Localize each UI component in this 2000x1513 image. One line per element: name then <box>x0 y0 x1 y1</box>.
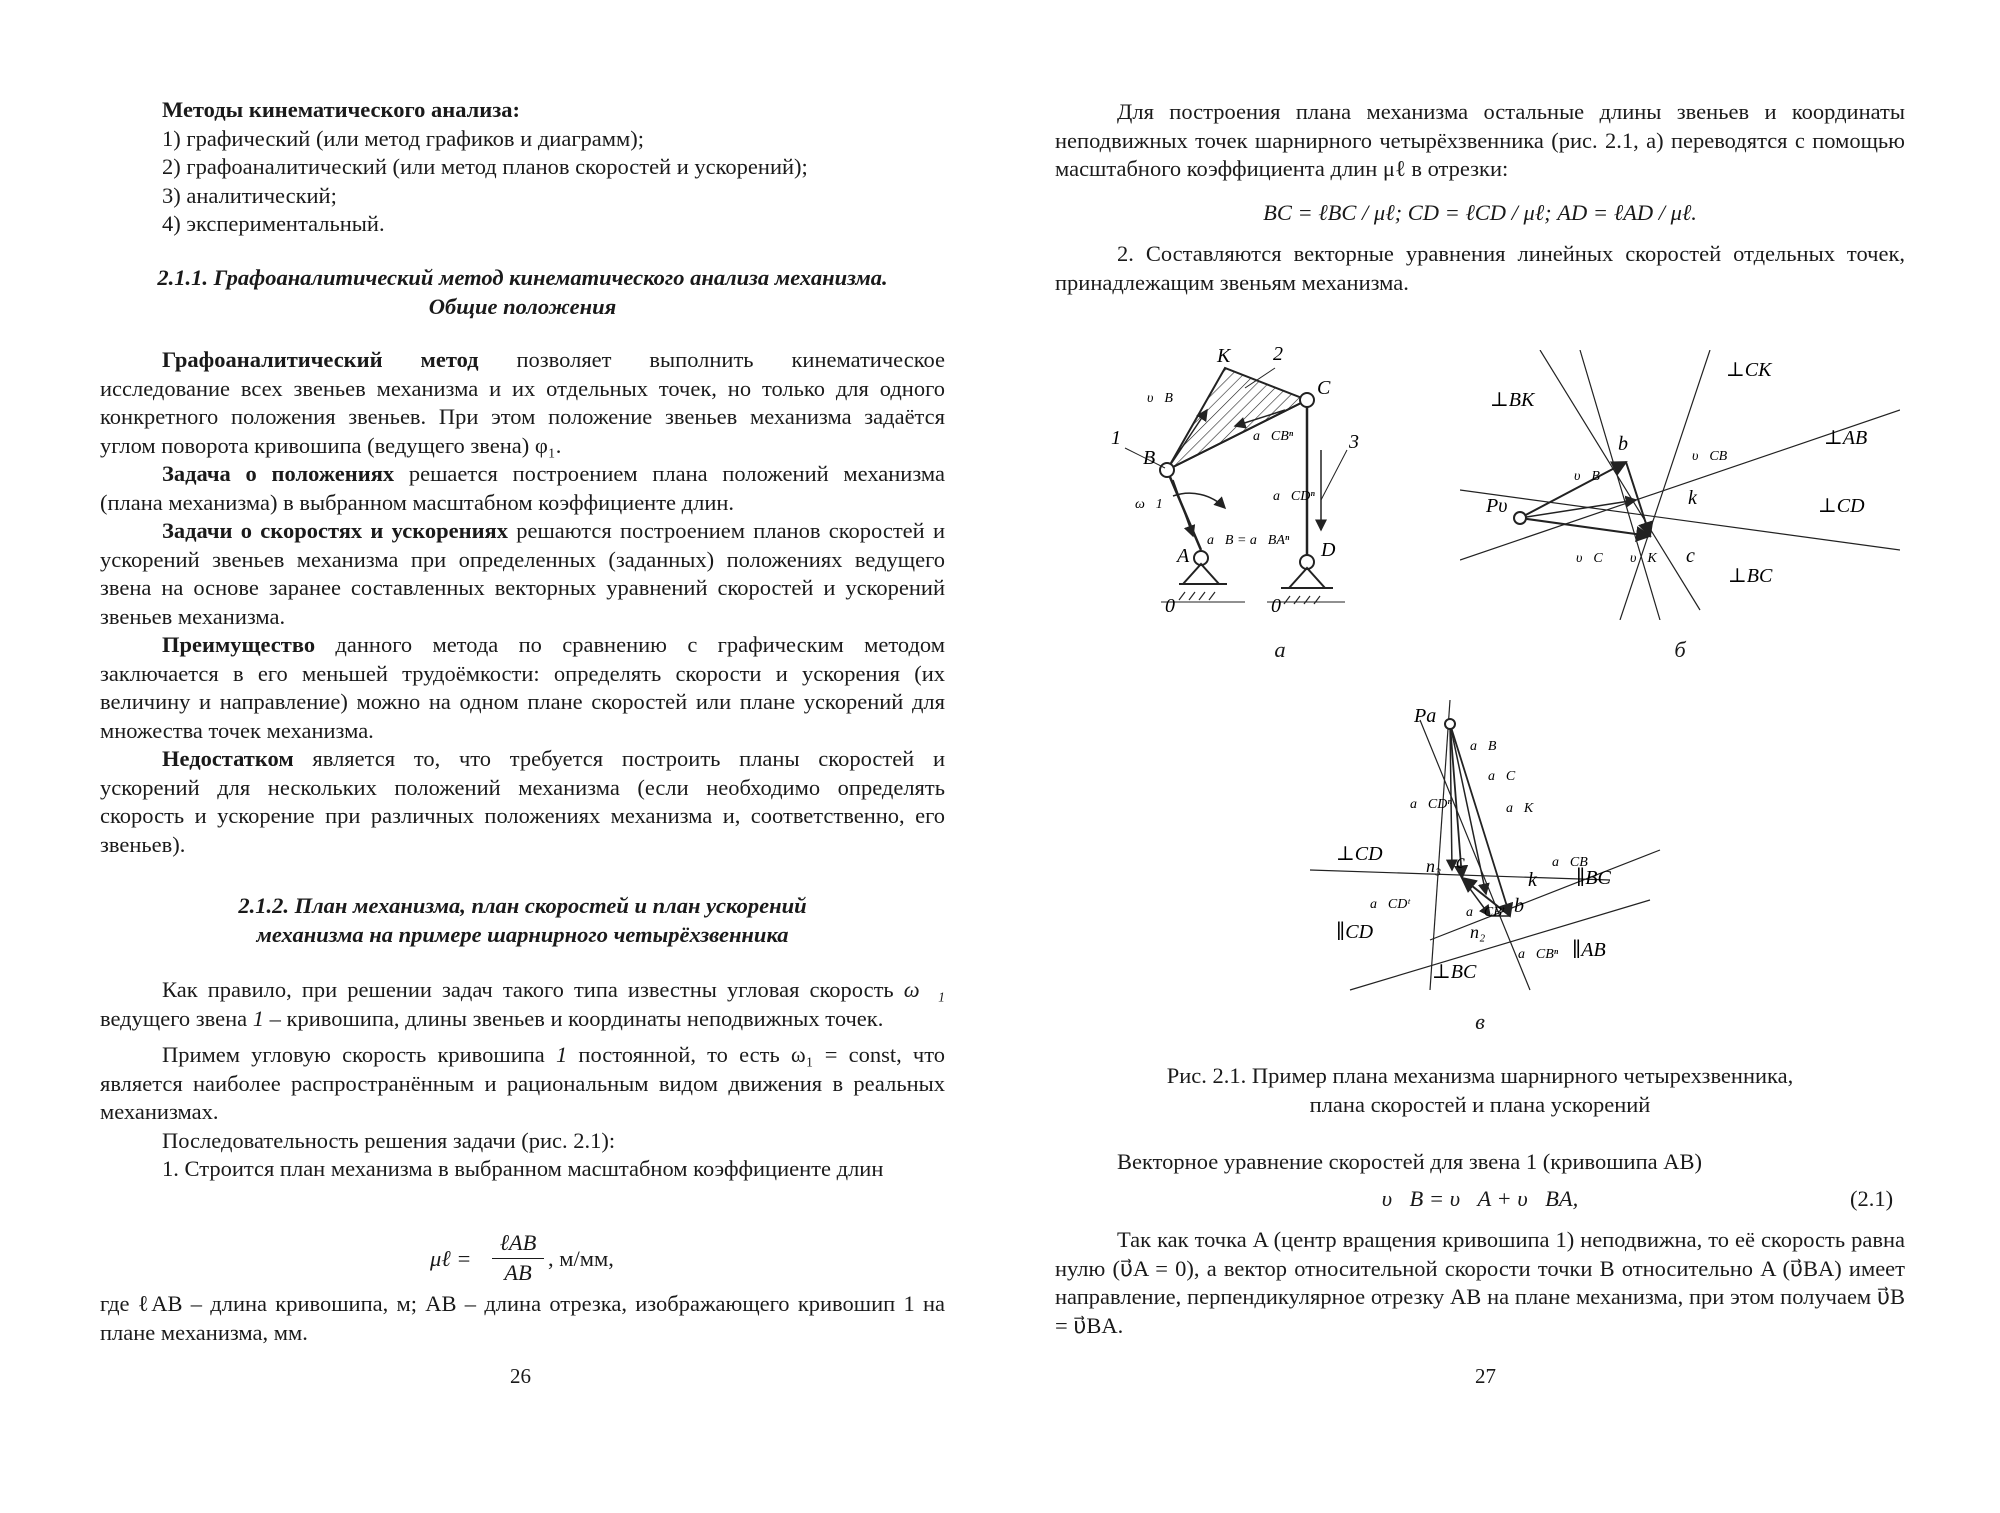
label-k: k <box>1688 487 1697 509</box>
vec-vB: υ⃗B <box>1574 469 1600 484</box>
line-perp-CD: ⊥CD <box>1818 495 1865 517</box>
method-item: 3) аналитический; <box>162 182 337 208</box>
line-perp-BC: ⊥BC <box>1728 565 1773 587</box>
figure-c-label: в <box>1475 1009 1485 1034</box>
vec-vCB: υ⃗CB <box>1692 449 1728 464</box>
vec-aCD-n: a⃗CDⁿ <box>1410 797 1452 812</box>
label-D: D <box>1321 539 1336 561</box>
paragraph: Последовательность решения задачи (рис. 2.1): <box>162 1127 616 1153</box>
vec-aCB-n: a⃗CBⁿ <box>1518 947 1559 962</box>
paragraph: Для построения плана механизма остальные длины звеньев и координаты неподвижных точек шарнирного четырёхзвенника (рис. 2.1, а) переводятся с помощью масштабного коэффициента длин μℓ в отрезки: <box>1055 99 1905 181</box>
vec-aB: a⃗B <box>1470 739 1497 754</box>
label-0-right: 0 <box>1271 595 1281 617</box>
left-page: Методы кинематического анализа: 1) графический (или метод графиков и диаграмм); 2) графоаналитический (или метод планов скоростей и ускорений); 3) аналитический; 4) экспериментальный. 2.1.1. Графоаналитический метод кинематического анализа механизма. Общие положения Графоаналитический метод позволяет выполнить кинематическое исследование всех звеньев механизма и их отдельных точек, но только для одного конкретного положения звеньев. При этом положение звеньев механизма задаётся углом поворота кривошипа (ведущего звена) φ₁. Задача о положениях решается построением плана положений механизма (плана механизма) в выбранном масштабном коэффициенте длин. Задачи о скоростях и ускорениях решаются построением планов скоростей и ускорений звеньев механизма при определенных (заданных) положениях ведущего звена на основе заранее составленных векторных уравнений скоростей и ускорений звеньев механизма. Преимущество данного метода по сравнению с графическим методом заключается в его меньшей трудоёмкости: определять скорости и ускорения (их величину и направление) можно на одном плане скоростей или плане ускорений для множества точек механизма. Недостатком является то, что требуется построить планы скоростей и ускорений для нескольких положений механизма (если необходимо определять скорость и ускорение при различных положениях механизма и, соответственно, его звеньев). 2.1.2. План механизма, план скоростей и план ускорений механизма на примере шарнирного четырёхзвенника Как правило, при решении задач такого типа известны угловая скорость ω⃗₁ ведущего звена 1 – кривошипа, длины звеньев и координаты неподвижных точек. Примем угловую скорость кривошипа 1 постоянной, то есть ω₁ = const, что является наиболее распространённым и рациональным видом движения в реальных механизмах. Последовательность решения задачи (рис. 2.1): 1. Строится план механизма в выбранном масштабном коэффициенте длин μℓ = ℓAB AB , м/мм, где ℓAB – длина кривошипа, м; AB – длина отрезка, изображающего кривошип 1 на плане механизма, мм. 26 <box>100 97 946 1388</box>
vec-aC: a⃗C <box>1488 769 1516 784</box>
paragraph: Векторное уравнение скоростей для звена 1 (кривошипа AB) <box>1117 1149 1702 1174</box>
label-3: 3 <box>1349 431 1359 453</box>
right-page <box>1000 0 2000 1513</box>
equation-lengths: BC = ℓBC / μℓ; CD = ℓCD / μℓ; AD = ℓAD / μℓ. <box>1263 200 1697 225</box>
method-item: 2) графоаналитический (или метод планов скоростей и ускорений); <box>162 154 808 179</box>
vec-aK: a⃗K <box>1506 801 1534 816</box>
paragraph: 1. Строится план механизма в выбранном масштабном коэффициенте длин <box>162 1156 884 1181</box>
vec-aCB-t: a⃗CBᵗ <box>1466 905 1505 920</box>
velocity-plan-svg <box>1460 350 1900 620</box>
label-C: C <box>1317 377 1331 399</box>
body-text-3: где ℓAB – длина кривошипа, м; AB – длина отрезка, изображающего кривошип 1 на плане механизма, мм. <box>100 1291 945 1345</box>
figure-b-velocity-plan <box>1460 350 1900 620</box>
line-par-CD: ∥CD <box>1336 921 1374 943</box>
methods-block <box>100 96 945 239</box>
paragraph: Задача о положениях решается построением плана положений механизма (плана механизма) в выбранном масштабном коэффициенте длин. <box>100 461 945 515</box>
line-perp-CK: ⊥CK <box>1726 359 1772 381</box>
figure-b-label: б <box>1674 637 1686 662</box>
vec-vB: υ⃗B <box>1147 391 1173 406</box>
paragraph: 2. Составляются векторные уравнения линейных скоростей отдельных точек, принадлежащим звеньям механизма. <box>1055 241 1905 295</box>
page-number-right: 27 <box>1475 1364 1496 1388</box>
label-1: 1 <box>1111 427 1121 449</box>
body-text-1 <box>100 346 945 859</box>
method-item: 4) экспериментальный. <box>162 211 385 236</box>
pole-Pa <box>1445 719 1455 729</box>
vec-aCD: a⃗CDⁿ <box>1273 489 1315 504</box>
figure-a-label: а <box>1274 637 1286 662</box>
line-perp-AB: ⊥AB <box>1824 427 1868 449</box>
section-heading-1: 2.1.1. Графоаналитический метод кинематического анализа механизма. Общие положения <box>157 265 888 319</box>
vec-vC: υ⃗C <box>1576 551 1603 566</box>
label-A: A <box>1177 545 1190 567</box>
label-0-left: 0 <box>1165 595 1175 617</box>
vec-omega1: ω⃗1 <box>1135 497 1163 512</box>
label-k: k <box>1528 869 1537 891</box>
label-Pv: Pυ <box>1486 495 1508 517</box>
equation-number: (2.1) <box>1850 1186 1894 1211</box>
paragraph: Преимущество данного метода по сравнению с графическим методом заключается в его меньшей трудоёмкости: определять скорости и ускорения (их величину и направление) можно на одном плане скоростей или плане ускорений для множества точек механизма. <box>100 632 945 743</box>
line-perp-BC: ⊥BC <box>1432 961 1477 983</box>
methods-title: Методы кинематического анализа: <box>162 97 521 122</box>
pole-Pv <box>1514 512 1526 524</box>
figure-a-mechanism <box>1085 340 1385 620</box>
joint-B <box>1160 463 1174 477</box>
vec-aCB: a⃗CB <box>1552 855 1588 870</box>
figure-caption: Рис. 2.1. Пример плана механизма шарнирного четырехзвенника, плана скоростей и плана ускорений <box>1166 1063 1794 1117</box>
method-item: 1) графический (или метод графиков и диаграмм); <box>162 125 645 151</box>
label-c: c <box>1456 851 1465 873</box>
label-K: K <box>1217 345 1231 367</box>
label-n2: n₂ <box>1470 922 1486 942</box>
label-Pa: Pa <box>1414 705 1437 727</box>
joint-C <box>1300 393 1314 407</box>
paragraph: Задачи о скоростях и ускорениях решаются построением планов скоростей и ускорений звеньев механизма при определенных (заданных) положениях ведущего звена на основе заранее составленных векторных уравнений скоростей и ускорений звеньев механизма. <box>100 518 945 629</box>
page-number-left: 26 <box>510 1364 531 1388</box>
line-par-BC: ∥BC <box>1576 867 1611 889</box>
vec-aCD-t: a⃗CDᵗ <box>1370 897 1410 912</box>
label-2: 2 <box>1273 343 1283 365</box>
label-n3: n₃ <box>1426 856 1442 876</box>
line-perp-BK: ⊥BK <box>1490 389 1535 411</box>
mechanism-plan-svg <box>1085 340 1385 620</box>
label-c: c <box>1686 545 1695 567</box>
paragraph: Как правило, при решении задач такого типа известны угловая скорость ω⃗₁ ведущего звена 1 – кривошипа, длины звеньев и координаты неподвижных точек. <box>100 977 945 1031</box>
body-text-2 <box>100 976 945 1184</box>
acceleration-plan-svg <box>1310 690 1670 1000</box>
line-par-AB: ∥AB <box>1572 939 1606 961</box>
paragraph: Графоаналитический метод позволяет выполнить кинематическое исследование всех звеньев механизма и их отдельных точек, но только для одного конкретного положения звеньев. При этом положение звеньев механизма задаётся углом поворота кривошипа (ведущего звена) φ₁. <box>100 347 946 458</box>
label-B: B <box>1143 447 1156 469</box>
figure-c-acceleration-plan <box>1310 690 1670 1000</box>
equation-2-1: υ⃗B = υ⃗A + υ⃗BA, <box>1381 1186 1579 1211</box>
section-heading-2: 2.1.2. План механизма, план скоростей и план ускорений механизма на примере шарнирного четырёхзвенника <box>238 893 807 947</box>
line-perp-CD: ⊥CD <box>1336 843 1383 865</box>
vec-aB: a⃗B = a⃗BAⁿ <box>1207 533 1290 548</box>
paragraph: Так как точка A (центр вращения кривошипа 1) неподвижна, то её скорость равна нулю (υ⃗A = 0), а вектор относительной скорости точки B относительно A (υ⃗BA) имеет направление, перпендикулярное отрезку AB на плане механизма, при этом получаем υ⃗B = υ⃗BA. <box>1055 1227 1905 1338</box>
label-b: b <box>1514 895 1524 917</box>
vec-aCB: a⃗CBⁿ <box>1253 429 1294 444</box>
paragraph: Примем угловую скорость кривошипа 1 постоянной, то есть ω₁ = const, что является наиболее распространённым и рациональным видом движения в реальных механизмах. <box>100 1042 946 1124</box>
paragraph: Недостатком является то, что требуется построить планы скоростей и ускорений для нескольких положений механизма (если необходимо определять скорость и ускорение при различных положениях механизма и, соответственно, его звеньев). <box>100 746 945 857</box>
label-b: b <box>1618 433 1628 455</box>
vec-vK: υ⃗K <box>1630 551 1657 566</box>
link-2-body <box>1167 368 1307 470</box>
